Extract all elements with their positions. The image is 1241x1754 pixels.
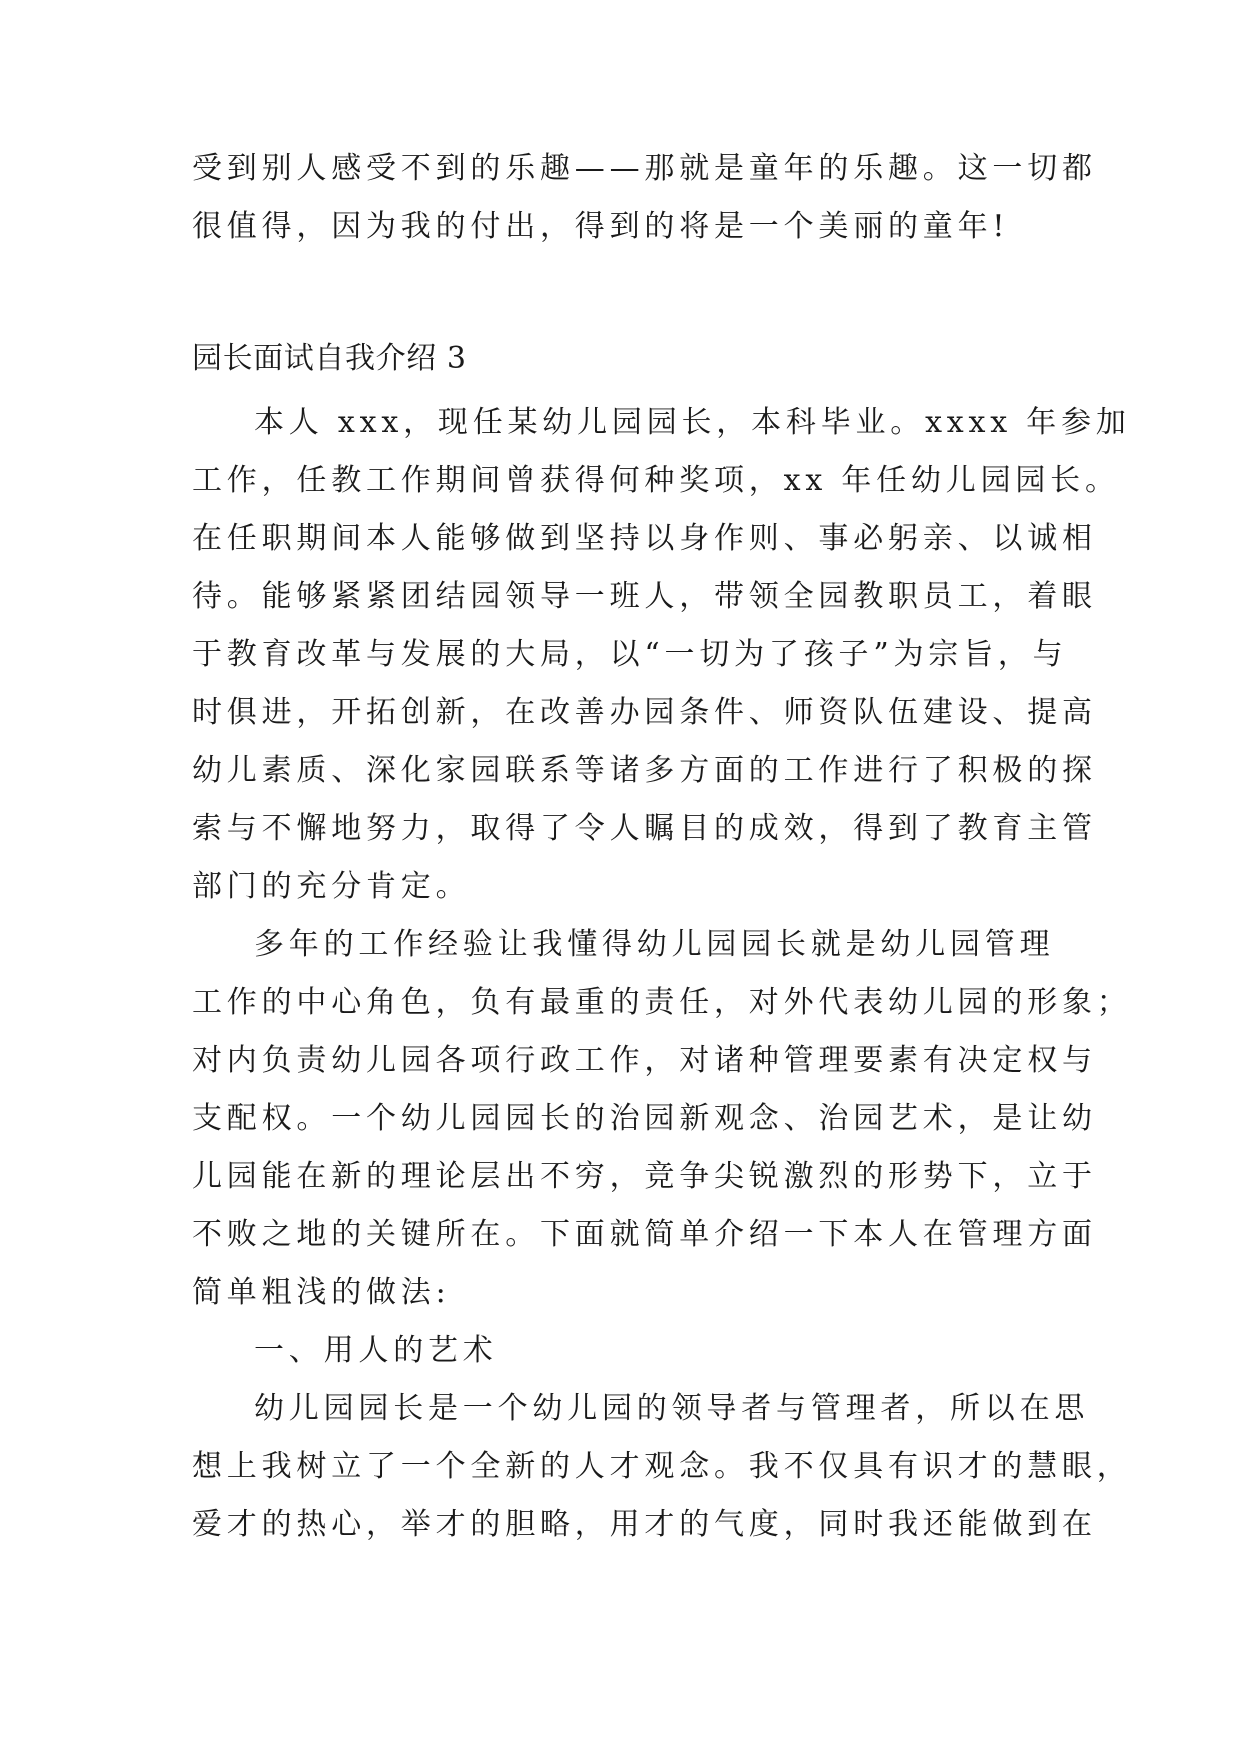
text-line: 多年的工作经验让我懂得幼儿园园长就是幼儿园管理 [254, 927, 1055, 962]
text-line: 索与不懈地努力，取得了令人瞩目的成效，得到了教育主管 [192, 811, 1097, 846]
paragraph-1 [192, 394, 1131, 916]
text-line: 工作的中心角色，负有最重的责任，对外代表幼儿园的形象； [192, 985, 1132, 1020]
paragraph-2 [192, 916, 1132, 1322]
subheading-block [192, 1322, 1048, 1380]
paragraph-3 [192, 1380, 1132, 1554]
text-line: 不败之地的关键所在。下面就简单介绍一下本人在管理方面 [192, 1217, 1097, 1252]
text-line: 工作，任教工作期间曾获得何种奖项，xx 年任幼儿园园长。 [192, 463, 1120, 498]
intro-paragraph [192, 140, 1097, 256]
text-line: 于教育改革与发展的大局，以“一切为了孩子”为宗旨，与 [192, 637, 1068, 672]
text-line: 受到别人感受不到的乐趣——那就是童年的乐趣。这一切都 [192, 151, 1097, 186]
text-line: 幼儿素质、深化家园联系等诸多方面的工作进行了积极的探 [192, 753, 1097, 788]
text-line: 本人 xxx，现任某幼儿园园长，本科毕业。xxxx 年参加 [254, 405, 1131, 440]
text-line: 很值得，因为我的付出，得到的将是一个美丽的童年! [192, 209, 1010, 244]
text-line: 时俱进，开拓创新，在改善办园条件、师资队伍建设、提高 [192, 695, 1097, 730]
text-line: 爱才的热心，举才的胆略，用才的气度，同时我还能做到在 [192, 1507, 1097, 1542]
text-line: 支配权。一个幼儿园园长的治园新观念、治园艺术，是让幼 [192, 1101, 1097, 1136]
text-line: 在任职期间本人能够做到坚持以身作则、事必躬亲、以诚相 [192, 521, 1097, 556]
text-line: 儿园能在新的理论层出不穷，竞争尖锐激烈的形势下，立于 [192, 1159, 1097, 1194]
text-line: 部门的充分肯定。 [192, 869, 471, 904]
text-line: 对内负责幼儿园各项行政工作，对诸种管理要素有决定权与 [192, 1043, 1097, 1078]
text-line: 简单粗浅的做法: [192, 1275, 451, 1310]
section-title: 园长面试自我介绍 3 [192, 341, 467, 376]
text-line: 待。能够紧紧团结园领导一班人，带领全园教职员工，着眼 [192, 579, 1097, 614]
subheading: 一、用人的艺术 [254, 1333, 498, 1368]
text-line: 想上我树立了一个全新的人才观念。我不仅具有识才的慧眼， [192, 1449, 1132, 1484]
text-line: 幼儿园园长是一个幼儿园的领导者与管理者，所以在思 [254, 1391, 1090, 1426]
